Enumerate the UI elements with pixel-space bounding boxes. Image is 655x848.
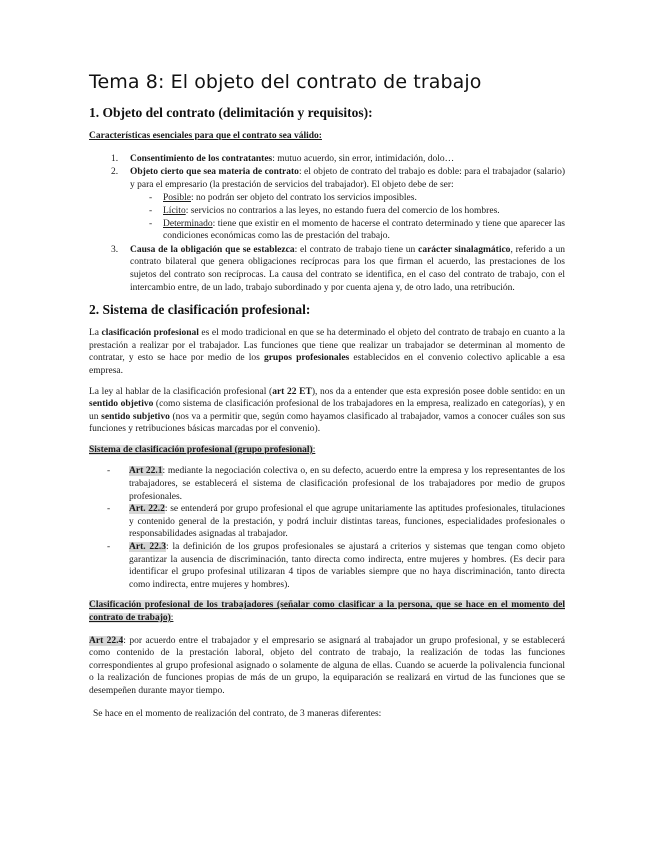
list-item-text: : el objeto de contrato del trabajo es doble: para el trabajador (salario) y para el empresario (la prestación de servicios del trabajador). El objeto debe de ser: bbox=[130, 167, 565, 190]
sublist-text: : no podrán ser objeto del contrato los servicios imposibles. bbox=[190, 193, 417, 204]
article-label: Art. 22.2 bbox=[129, 504, 165, 515]
article-item bbox=[107, 541, 565, 591]
list-item-text: : mutuo acuerdo, sin error, intimidación, dolo… bbox=[272, 153, 455, 164]
list-item bbox=[111, 244, 565, 294]
section-2-heading: 2. Sistema de clasificación profesional: bbox=[89, 302, 311, 318]
list-item-emphasis: carácter sinalagmático bbox=[418, 244, 511, 255]
list-marker: 3. bbox=[111, 244, 119, 255]
bold-term: sentido subjetivo bbox=[101, 411, 170, 422]
list-item bbox=[111, 153, 565, 166]
sublist-item bbox=[149, 192, 565, 205]
article-marker: - bbox=[107, 504, 111, 515]
bold-term: art 22 ET bbox=[272, 386, 312, 397]
list-item-text: : el contrato de trabajo tiene un bbox=[294, 244, 419, 255]
article-label: Art 22.4 bbox=[89, 635, 124, 646]
section-2-subheading-grupo: Sistema de clasificación profesional (grupo profesional): bbox=[89, 444, 316, 455]
article-text: : la definición de los grupos profesionales se ajustará a criterios y sistemas que tengan como objeto garantizar la ausencia de discriminación, tanto directa como indirecta, entre mujeres y hombres. (Es decir para identificar el grupo profesinal utilizaran 4 tipos de variables siempre que no haya discriminación, tanto directa como indirecta, entre mujeres y hombres). bbox=[129, 542, 565, 590]
article-marker: - bbox=[107, 466, 111, 477]
article-text: : mediante la negociación colectiva o, en su defecto, acuerdo entre la empresa y los representantes de los trabajadores, se establecerá el sistema de clasificación profesional de los trabajadores por medio de grupos profesionales. bbox=[129, 466, 566, 502]
section-1-heading: 1. Objeto del contrato (delimitación y requisitos): bbox=[89, 105, 373, 120]
sublist-term: Lícito bbox=[163, 205, 186, 216]
list-item-text: , referido a un contrato bilateral que genera obligaciones recíprocas para los que firman el acuerdo, las prestaciones de los sujetos del contrato son recíprocas. La causa del contrato se identifica, en el caso del contrato de trabajo, con el intercambio entre, de un lado, trabajo subordinado y por cuenta ajena y, de otro lado, una retribución. bbox=[130, 244, 565, 293]
sublist-item bbox=[149, 205, 565, 218]
requirements-list bbox=[89, 153, 565, 295]
paragraph-clasificacion: La clasificación profesional es el modo tradicional en que se ha determinado el objeto del contrato de trabajo en cuanto a la prestación a realizar por el trabajador. Las funciones que tiene que realizar un trabajador se determinan al momento de contratar, y esto se hace por medio de los grupos profesionales establecidos en el convenio colectivo aplicable a esa empresa. bbox=[89, 328, 565, 376]
list-item bbox=[111, 166, 565, 243]
section-1-subheading: Características esenciales para que el contrato sea válido: bbox=[89, 131, 322, 141]
list-item-term: Causa de la obligación que se establezca bbox=[130, 244, 295, 255]
document-title: Tema 8: El objeto del contrato de trabajo bbox=[89, 71, 482, 93]
sublist-marker: - bbox=[149, 205, 153, 216]
sublist-term: Posible bbox=[163, 193, 191, 204]
list-marker: 2. bbox=[111, 167, 119, 178]
paragraph-maneras: Se hace en el momento de realización del contrato, de 3 maneras diferentes: bbox=[93, 708, 382, 719]
bold-term: clasificación profesional bbox=[101, 328, 199, 339]
list-item-term: Consentimiento de los contratantes bbox=[130, 153, 273, 164]
article-marker: - bbox=[107, 542, 111, 553]
sublist-term: Determinado bbox=[163, 218, 213, 229]
list-marker: 1. bbox=[111, 153, 119, 164]
article-list bbox=[89, 465, 565, 591]
document-page bbox=[89, 70, 565, 728]
section-2-subheading-trabajadores: Clasificación profesional de los trabajadores (señalar como clasificar a la persona, que se hace en el momento del contrato de trabajo): bbox=[89, 600, 565, 623]
article-item bbox=[107, 503, 565, 541]
paragraph-ley: La ley al hablar de la clasificación profesional (art 22 ET), nos da a entender que esta expresión posee doble sentido: en un sentido objetivo (como sistema de clasificación profesional de los trabajadores en la empresa, realizado en categorías), y en un sentido subjetivo (nos va a permitir que, según como hayamos clasificado al trabajador, vamos a conocer cuáles son sus funciones y retribuciones básicas marcadas por el convenio). bbox=[89, 386, 566, 435]
bold-term: sentido objetivo bbox=[89, 399, 154, 410]
sublist-marker: - bbox=[149, 218, 153, 229]
object-requirements-sublist bbox=[130, 192, 565, 242]
list-item-term: Objeto cierto que sea materia de contrato bbox=[130, 167, 299, 178]
sublist-text: : servicios no contrarios a las leyes, no estando fuera del comercio de los hombres. bbox=[185, 205, 500, 216]
article-label: Art. 22.3 bbox=[129, 542, 167, 553]
sublist-marker: - bbox=[149, 193, 153, 204]
sublist-item bbox=[149, 218, 565, 243]
article-text: : se entenderá por grupo profesional el que agrupe unitariamente las aptitudes profesionales, titulaciones y contenido general de la prestación, y podrá incluir distintas tareas, funciones, especialidades profesionales o responsabilidades asignadas al trabajador. bbox=[129, 504, 565, 540]
bold-term: grupos profesionales bbox=[263, 353, 350, 364]
article-label: Art 22.1 bbox=[129, 466, 163, 477]
article-item bbox=[107, 465, 565, 503]
sublist-text: : tiene que existir en el momento de hacerse el contrato determinado y tiene que aparecer las condiciones económicas como las de prestación del trabajo. bbox=[163, 218, 565, 242]
paragraph-art-22-4: Art 22.4: por acuerdo entre el trabajador y el empresario se asignará al trabajador un grupo profesional, y se establecerá como contenido de la prestación laboral, objeto del contrato de trabajo, la realización de todas las funciones correspondientes al grupo profesional asignado o solamente de alguna de ellas. Cuando se acuerde la polivalencia funcional o la realización de funciones propias de más de un grupo, la equiparación se realizará en virtud de las funciones que se desempeñen durante mayor tiempo. bbox=[89, 635, 565, 696]
